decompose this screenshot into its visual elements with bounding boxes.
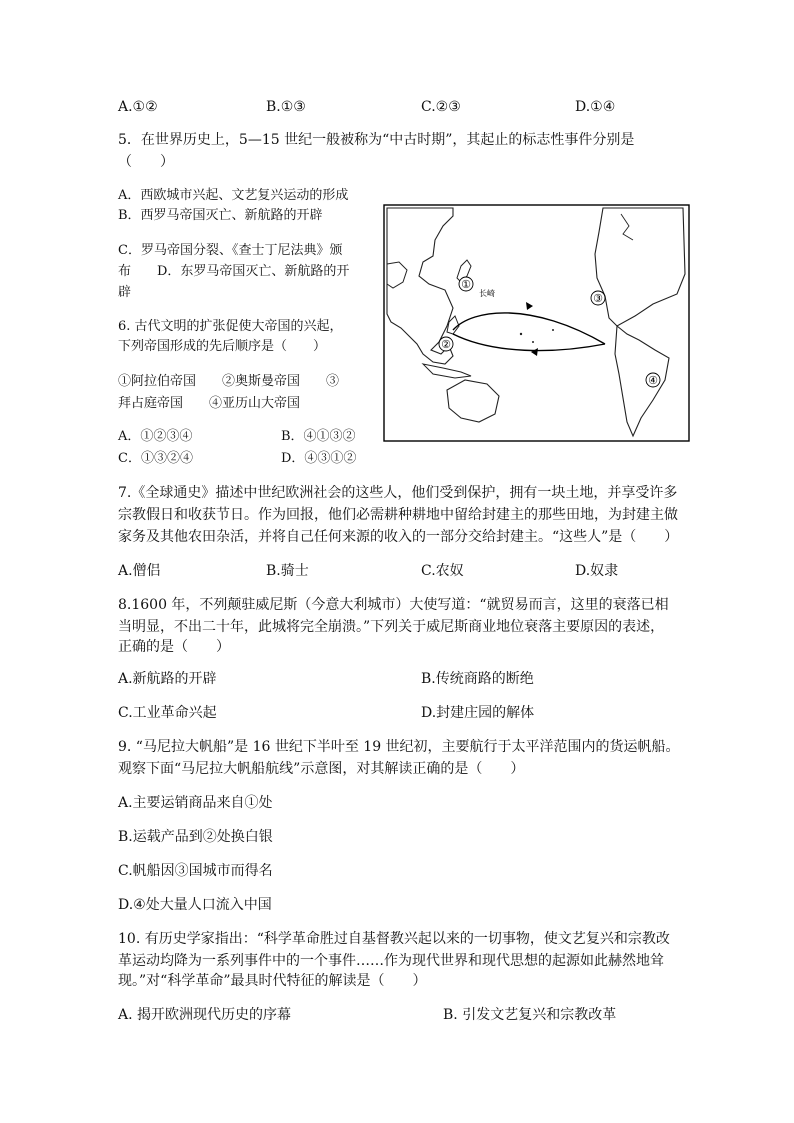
q5-stem-line1: 5．在世界历史上，5—15 世纪一般被称为“中古时期”，其起止的标志性事件分别是 xyxy=(118,132,635,148)
map-marker-1: ① xyxy=(461,278,471,291)
map-city-label: 长崎 xyxy=(479,289,495,298)
q9-stem-line1: 9. “马尼拉大帆船”是 16 世纪下半叶至 19 世纪初，主要航行于太平洋范围内的货运帆船。 xyxy=(118,739,680,755)
q9-stem-line2: 观察下面“马尼拉大帆船航线”示意图，对其解读正确的是（ ） xyxy=(118,761,525,777)
q6-stem-line1: 6. 古代文明的扩张促使大帝国的兴起， xyxy=(118,319,343,334)
q7-option-a[interactable]: A.僧侣 xyxy=(118,563,161,579)
q8-option-d[interactable]: D.封建庄园的解体 xyxy=(421,705,535,721)
q5-option-c-line1[interactable]: C．罗马帝国分裂、《查士丁尼法典》颁 xyxy=(118,243,343,258)
q9-option-a[interactable]: A.主要运销商品来自①处 xyxy=(118,795,273,811)
q7-option-b[interactable]: B.骑士 xyxy=(266,563,309,579)
map-marker-2: ② xyxy=(441,338,451,351)
q8-stem-line3: 正确的是（ ） xyxy=(118,639,230,655)
q10-option-b[interactable]: B. 引发文艺复兴和宗教改革 xyxy=(443,1007,617,1023)
q6-option-c[interactable]: C．①③②④ xyxy=(118,451,193,466)
q10-option-a[interactable]: A. 揭开欧洲现代历史的序幕 xyxy=(118,1007,292,1023)
q9-option-b[interactable]: B.运载产品到②处换白银 xyxy=(118,829,273,845)
q7-option-d[interactable]: D.奴隶 xyxy=(575,563,619,579)
q8-option-b[interactable]: B.传统商路的断绝 xyxy=(421,671,534,687)
q9-option-d[interactable]: D.④处大量人口流入中国 xyxy=(118,897,272,913)
q5-option-cd-line2[interactable]: 布 D．东罗马帝国灭亡、新航路的开 xyxy=(118,264,350,279)
q4-option-a[interactable]: A.①② xyxy=(118,99,158,115)
q7-stem-line2: 宗教假日和收获节日。作为回报，他们必需耕种耕地中留给封建主的那些田地，为封建主做 xyxy=(118,507,678,523)
q8-option-a[interactable]: A.新航路的开辟 xyxy=(118,671,217,687)
q10-stem-line2: 革运动均降为一系列事件中的一个事件……作为现代世界和现代思想的起源如此赫然地耸 xyxy=(118,953,664,969)
q7-stem-line3: 家务及其他农田杂活，并将自己任何来源的收入的一部分交给封建主。“这些人”是（ ） xyxy=(118,529,679,545)
q10-stem-line1: 10. 有历史学家指出：“科学革命胜过自基督教兴起以来的一切事物，使文艺复兴和宗教改 xyxy=(118,931,670,947)
q4-option-b[interactable]: B.①③ xyxy=(266,99,306,115)
q5-option-b[interactable]: B．西罗马帝国灭亡、新航路的开辟 xyxy=(118,208,323,223)
q4-option-c[interactable]: C.②③ xyxy=(421,99,461,115)
q7-stem-line1: 7.《全球通史》描述中世纪欧洲社会的这些人，他们受到保护，拥有一块土地，并享受许多 xyxy=(118,485,678,501)
q9-option-c[interactable]: C.帆船因③国城市而得名 xyxy=(118,863,273,879)
q10-stem-line3: 现。”对“科学革命”最具时代特征的解读是（ ） xyxy=(118,973,427,989)
q8-stem-line2: 当明显，不出二十年，此城将完全崩溃。”下列关于威尼斯商业地位衰落主要原因的表述， xyxy=(118,619,665,635)
manila-galleon-route-map xyxy=(383,204,690,442)
q6-items-line2: 拜占庭帝国 ④亚历山大帝国 xyxy=(118,396,301,411)
q6-items-line1: ①阿拉伯帝国 ②奥斯曼帝国 ③ xyxy=(118,374,340,389)
q5-option-a[interactable]: A．西欧城市兴起、文艺复兴运动的形成 xyxy=(118,188,349,203)
map-marker-4: ④ xyxy=(648,374,658,387)
q6-option-b[interactable]: B．④①③② xyxy=(281,429,356,444)
q8-stem-line1: 8.1600 年，不列颠驻威尼斯（今意大利城市）大使写道：“就贸易而言，这里的衰落已相 xyxy=(118,597,669,613)
q6-stem-line2: 下列帝国形成的先后顺序是（ ） xyxy=(118,339,327,354)
map-marker-3: ③ xyxy=(593,292,603,305)
q8-option-c[interactable]: C.工业革命兴起 xyxy=(118,705,217,721)
q7-option-c[interactable]: C.农奴 xyxy=(421,563,464,579)
q5-option-d-line3[interactable]: 辟 xyxy=(118,285,132,300)
q4-option-d[interactable]: D.①④ xyxy=(575,99,616,115)
q6-option-d[interactable]: D．④③①② xyxy=(281,451,357,466)
q5-stem-line2: （ ） xyxy=(118,154,174,170)
q6-option-a[interactable]: A．①②③④ xyxy=(118,429,193,444)
